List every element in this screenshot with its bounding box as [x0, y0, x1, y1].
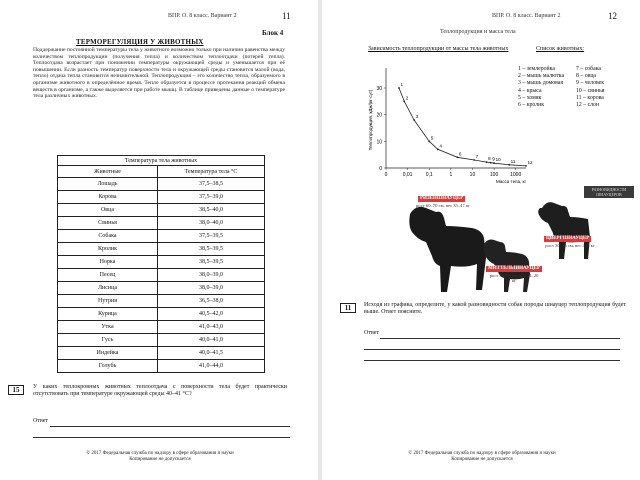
table-row: [58, 230, 265, 243]
temperature-cell: 40,0–41,0: [158, 334, 265, 347]
question-number-box: 15: [8, 385, 24, 395]
answer-line[interactable]: [380, 338, 620, 339]
data-point-label: 3: [415, 114, 419, 119]
y-tick-label: 0: [379, 166, 382, 172]
standard-schnauzer-info: рост 30–35 см, вес 4–8 кг: [545, 243, 595, 248]
table-row: [58, 360, 265, 373]
table-row: [58, 269, 265, 282]
temperature-cell: 38,0–39,0: [158, 282, 265, 295]
mini-schnauzer-info: рост 45–50 см, вес 14–20 кг: [489, 273, 539, 283]
footer-line: © 2017 Федеральная служба по надзору в сфере образования и науки: [408, 451, 556, 456]
temperature-cell: 41,0–43,0: [158, 321, 265, 334]
table-body: [58, 178, 265, 373]
answer-label: Ответ: [364, 330, 380, 336]
data-point-label: 6: [458, 151, 462, 157]
data-point: [490, 162, 492, 164]
x-tick-label: 1: [449, 172, 453, 178]
answer-line[interactable]: [364, 349, 620, 350]
mini-schnauzer-label: МИТТЕЛЬШНАУЦЕР: [488, 266, 541, 271]
data-point-label: 1: [400, 82, 404, 87]
species-item: 2 – мышь малютка: [518, 73, 565, 80]
temperature-cell: 38,5–39,5: [158, 243, 265, 256]
data-point: [413, 119, 415, 121]
data-point-label: 9: [492, 156, 495, 162]
giant-schnauzer-info: рост 60–70 см, вес 35–47 кг: [416, 203, 471, 208]
species-list-title: Список животных:: [536, 46, 585, 52]
y-tick-label: 10: [376, 139, 382, 146]
temperature-cell: 38,0–40,0: [158, 217, 265, 230]
species-item: 12 – слон: [576, 102, 600, 109]
y-tick-label: 20: [376, 112, 382, 119]
data-point: [508, 164, 510, 166]
data-point: [473, 159, 475, 161]
animal-cell: Свинья: [58, 217, 158, 230]
animal-cell: Индейка: [58, 347, 158, 360]
data-point-label: 5: [430, 135, 434, 141]
table-caption: Температура тела животных: [58, 156, 265, 166]
data-point: [398, 87, 400, 89]
animal-cell: Гусь: [58, 334, 158, 347]
answer-label: Ответ: [33, 418, 49, 424]
chart-title: Зависимость теплопродукции от массы тела животных: [368, 46, 509, 52]
animal-cell: Овца: [58, 204, 158, 217]
animal-cell: Корова: [58, 191, 158, 204]
page-number: 12: [608, 11, 617, 21]
table-row: [58, 217, 265, 230]
data-point: [525, 165, 527, 167]
x-tick-label: 10: [469, 172, 476, 178]
data-point-label: 11: [510, 158, 516, 164]
table-row: [58, 282, 265, 295]
animal-cell: Лисица: [58, 282, 158, 295]
footer-line: © 2017 Федеральная служба по надзору в сфере образования и науки: [86, 451, 234, 456]
standard-schnauzer-icon: [538, 202, 590, 259]
animal-cell: Лошадь: [58, 178, 158, 191]
animal-cell: Песец: [58, 269, 158, 282]
table-row: [58, 334, 265, 347]
schnauzer-types-box: РАЗНОВИДНОСТИ ШНАУЦЕРОВ: [584, 186, 634, 198]
heat-production-chart: [364, 64, 534, 192]
table-row: [58, 295, 265, 308]
question-text: Исходя из графика, определите, у какой разновидности собак породы шнауцер теплопродукция будет выше. Ответ поясните.: [364, 302, 626, 315]
table-row: [58, 191, 265, 204]
answer-line[interactable]: [364, 360, 620, 361]
temperature-cell: 41,0–44,0: [158, 360, 265, 373]
species-item: 8 – овца: [576, 73, 597, 80]
y-tick-label: 30: [376, 86, 382, 92]
temperature-cell: 37,5–38,5: [158, 178, 265, 191]
species-item: 7 – собака: [576, 66, 601, 72]
table-row: [58, 308, 265, 321]
footer-line: Копирование не допускается: [129, 457, 191, 462]
footer: [40, 451, 280, 463]
x-tick-label: 100: [489, 172, 499, 178]
data-point-label: 4: [439, 143, 442, 149]
temperature-cell: 38,5–40,0: [158, 204, 265, 217]
temperature-cell: 38,0–39,0: [158, 269, 265, 282]
question-number-box: 11: [340, 303, 356, 313]
table-row: [58, 321, 265, 334]
temperature-cell: 40,5–42,0: [158, 308, 265, 321]
standard-schnauzer-label: ЦВЕРГШНАУЦЕР: [546, 236, 590, 241]
table-row: [58, 256, 265, 269]
species-item: 9 – человек: [576, 80, 605, 87]
page-number: 11: [282, 11, 291, 21]
species-item: 6 – кролик: [518, 102, 545, 109]
species-item: 3 – мышь домовая: [518, 80, 564, 87]
animal-cell: Собака: [58, 230, 158, 243]
table-row: [58, 204, 265, 217]
section-title: ТЕРМОРЕГУЛЯЦИЯ У ЖИВОТНЫХ: [76, 38, 204, 46]
answer-line[interactable]: [33, 437, 290, 438]
data-point: [437, 148, 439, 150]
page-header: ВПР. О. 8 класс. Вариант 2: [492, 13, 561, 19]
table-header-temperature: Температура тела °С: [158, 166, 265, 178]
species-item: 5 – хомяк: [518, 94, 542, 101]
species-item: 11 – корова: [576, 94, 604, 101]
data-point-label: 12: [527, 159, 533, 165]
data-point-label: 10: [495, 157, 501, 163]
table-header-animals: Животные: [58, 166, 158, 178]
temperature-cell: 38,5–39,5: [158, 256, 265, 269]
data-point: [403, 100, 405, 102]
data-point-label: 8: [488, 156, 491, 162]
top-caption: Теплопродукция и масса тела: [440, 29, 516, 35]
data-point: [486, 161, 488, 163]
intro-paragraph: Поддержание постоянной температуры тела у животного возможно только при наличии равенства между количеством теплопродукции (получения тепла) и количеством теплоотдачи (потерей тепла). Теплоотдача возрастает при понижении температуры окружающей среды и уменьшается при её повышении. Если разность температур поверхности тела и окружающей среды становится малой (вода, тепло) отдача тепла становится незначительной. Теплопродукция – это количество тепла, образуемого в организме животного в определённое время. Тепло образуется в процессе протекания реакций обмена веществ в организме, а также выделяется при работе мышц. В таблице приведены данные о температуре тела различных животных.: [33, 47, 285, 100]
species-item: 10 – свинья: [576, 87, 605, 94]
x-tick-label: 0,1: [425, 172, 433, 178]
question-text: У каких теплокровных животных теплоотдача с поверхности тела будет практически отсутствовать при температуре окружающей среды 40–41 °С?: [33, 384, 287, 397]
block-label: Блок 4: [262, 29, 284, 37]
y-axis-label: Теплопродукция, кДж/(кг·сут): [368, 89, 373, 151]
data-curve: [399, 88, 526, 166]
temperature-table: [57, 155, 265, 373]
giant-schnauzer-label: РИЗЕНШНАУЦЕР: [420, 196, 464, 201]
x-axis-label: Масса тела, кг: [496, 179, 527, 184]
x-tick-label: 1000: [510, 172, 522, 178]
temperature-cell: 37,5–39,0: [158, 191, 265, 204]
temperature-cell: 40,0–41,5: [158, 347, 265, 360]
left-page: [0, 0, 318, 480]
species-item: 4 – крыса: [518, 87, 542, 94]
data-point: [428, 140, 430, 142]
footer-line: Копирование не допускается: [451, 457, 513, 462]
footer: [362, 451, 602, 463]
data-point-label: 7: [475, 154, 479, 159]
data-point-label: 2: [405, 95, 409, 101]
temperature-cell: 36,5–38,0: [158, 295, 265, 308]
table-row: [58, 178, 265, 191]
x-tick-label: 0,01: [402, 172, 413, 178]
page-header: ВПР. О. 8 класс. Вариант 2: [168, 13, 237, 19]
data-point: [456, 156, 458, 158]
animal-cell: Норка: [58, 256, 158, 269]
answer-line[interactable]: [50, 426, 290, 427]
animal-cell: Голубь: [58, 360, 158, 373]
animal-cell: Нутрия: [58, 295, 158, 308]
species-item: 1 – землеройка: [518, 66, 555, 72]
table-row: [58, 243, 265, 256]
animal-cell: Курица: [58, 308, 158, 321]
animal-cell: Утка: [58, 321, 158, 334]
species-list-col2: [576, 66, 604, 109]
species-list-col1: [518, 66, 564, 109]
temperature-cell: 37,5–39,5: [158, 230, 265, 243]
x-tick-label: 0: [384, 172, 388, 178]
animal-cell: Кролик: [58, 243, 158, 256]
data-point: [493, 162, 495, 164]
right-page: [322, 0, 640, 480]
table-row: [58, 347, 265, 360]
giant-schnauzer-icon: [409, 207, 486, 292]
